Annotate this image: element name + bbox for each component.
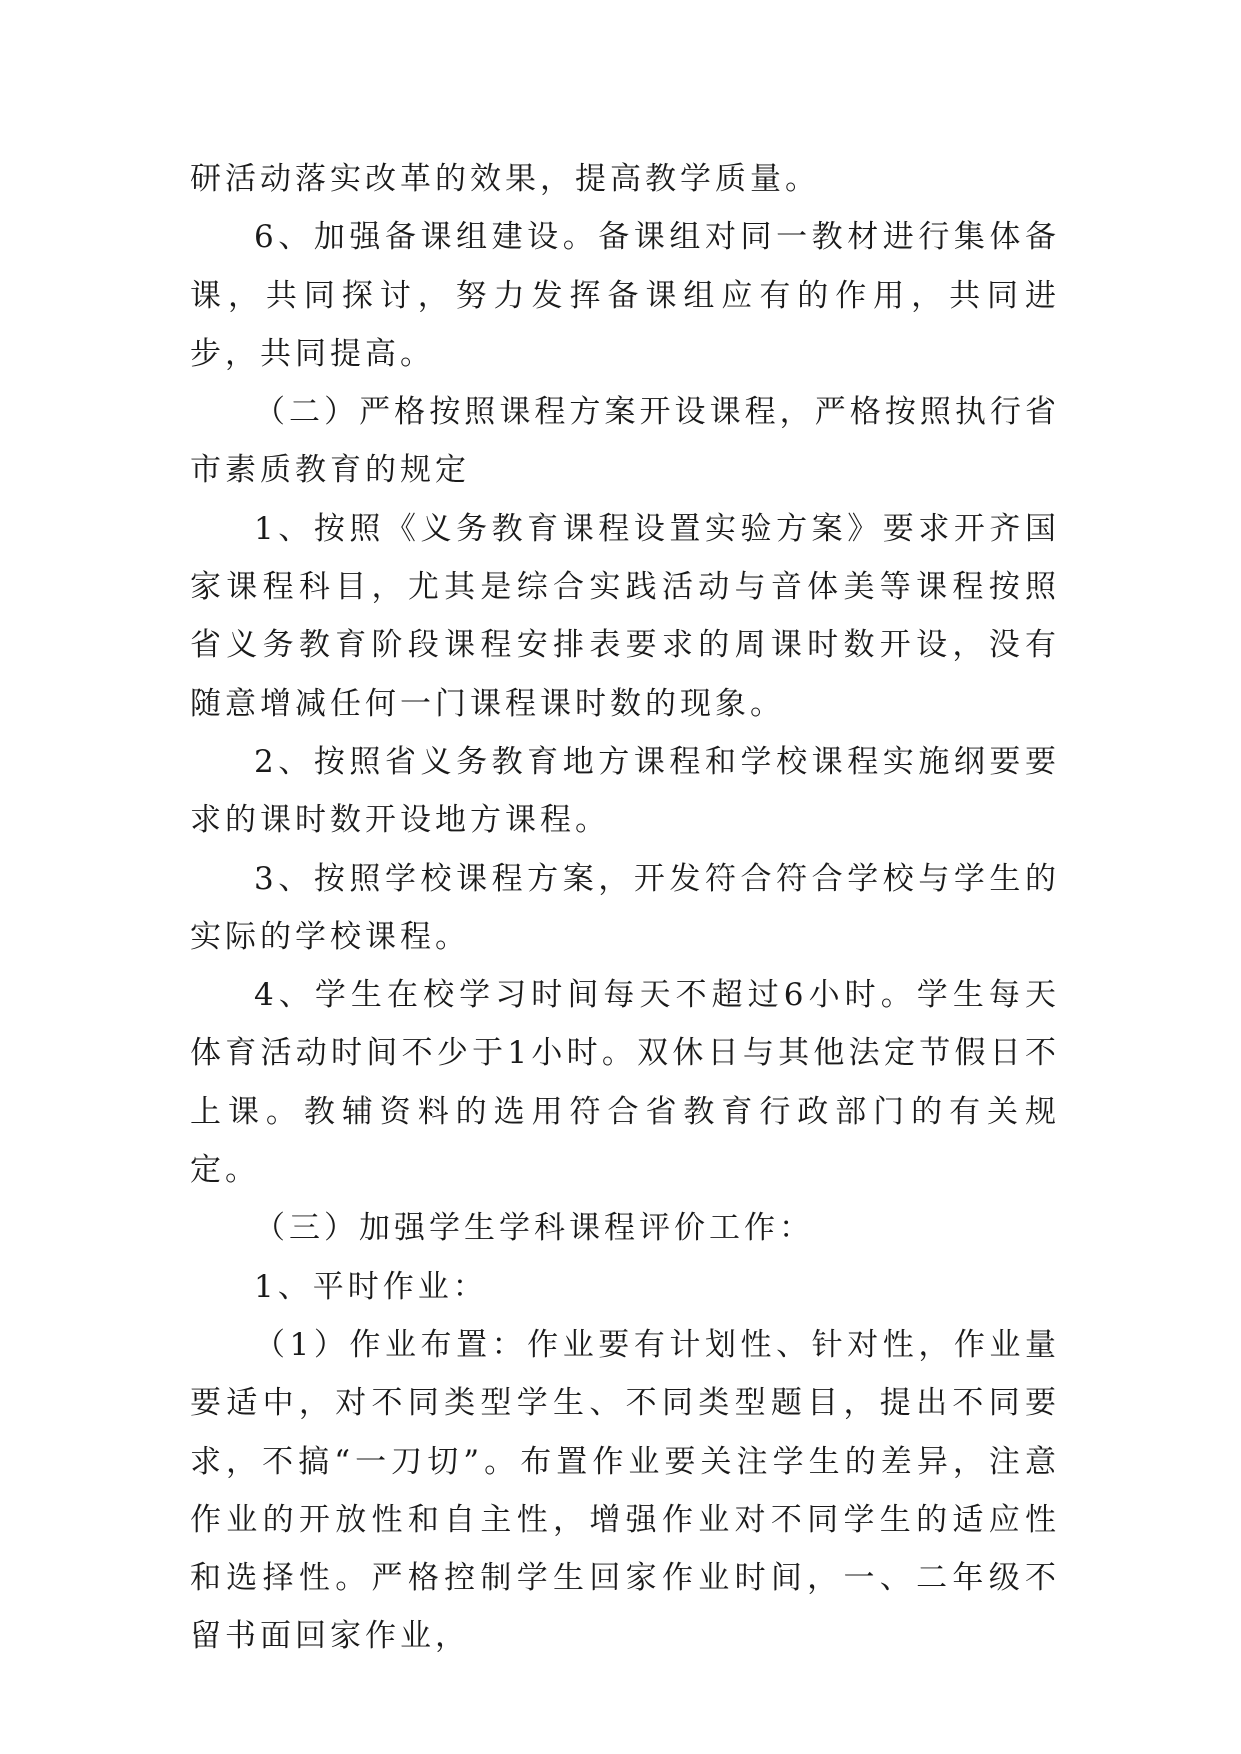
paragraph-continuation: 研活动落实改革的效果，提高教学质量。 bbox=[190, 161, 820, 197]
paragraph-subheading-homework: 1、平时作业： bbox=[254, 1268, 488, 1305]
section-heading-3: （三）加强学生学科课程评价工作： bbox=[254, 1210, 814, 1247]
document-body bbox=[190, 150, 1060, 1666]
section-heading-2: （二）严格按照课程方案开设课程，严格按照执行省市素质教育的规定 bbox=[190, 394, 1060, 489]
paragraph-homework-assignment: （1）作业布置：作业要有计划性、针对性，作业量要适中，对不同类型学生、不同类型题目，提出不同要求，不搞“一刀切”。布置作业要关注学生的差异，注意作业的开放性和自主性，增强作业对不同学生的适应性和选择性。严格控制学生回家作业时间，一、二年级不留书面回家作业， bbox=[190, 1326, 1060, 1655]
paragraph-item-6: 6、加强备课组建设。备课组对同一教材进行集体备课，共同探讨，努力发挥备课组应有的作用，共同进步，共同提高。 bbox=[190, 219, 1060, 372]
paragraph-item-4: 4、学生在校学习时间每天不超过6小时。学生每天体育活动时间不少于1小时。双休日与其他法定节假日不上课。教辅资料的选用符合省教育行政部门的有关规定。 bbox=[190, 977, 1060, 1189]
paragraph-item-2: 2、按照省义务教育地方课程和学校课程实施纲要要求的课时数开设地方课程。 bbox=[190, 743, 1060, 839]
paragraph-item-1: 1、按照《义务教育课程设置实验方案》要求开齐国家课程科目，尤其是综合实践活动与音体美等课程按照省义务教育阶段课程安排表要求的周课时数开设，没有随意增减任何一门课程课时数的现象。 bbox=[190, 510, 1060, 722]
paragraph-item-3: 3、按照学校课程方案，开发符合符合学校与学生的实际的学校课程。 bbox=[190, 860, 1060, 955]
